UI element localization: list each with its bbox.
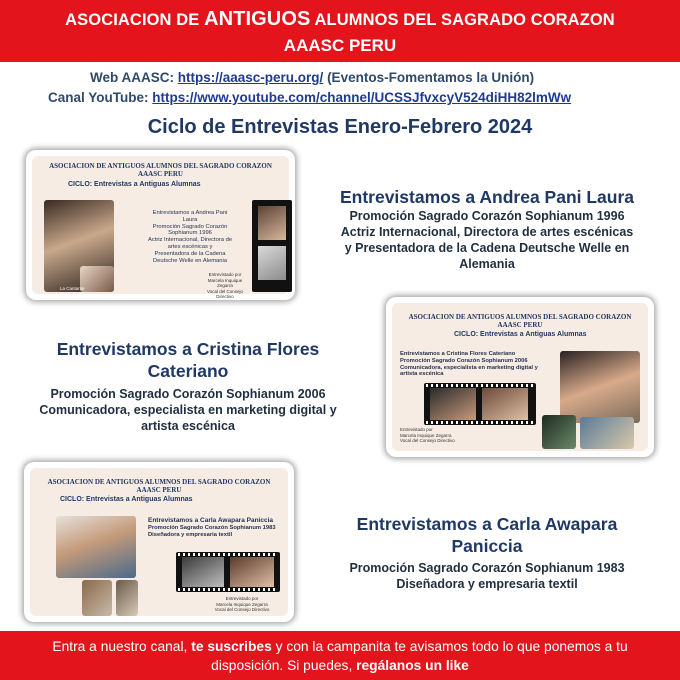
card-footer-text: Entrevistado por [225,596,259,601]
horse-photo [82,580,112,616]
card-text: Entrevistamos a Carla Awapara Paniccia [148,517,274,524]
interviewee-name: Entrevistamos a Cristina Flores [56,339,320,359]
interview-card-andrea [26,150,295,300]
card-footer-text: Entrevistado por [400,427,433,432]
like-emphasis: regálanos un like [356,658,469,673]
youtube-url-link[interactable]: https://www.youtube.com/channel/UCSSJfvxcyV524diHH82lmWw [152,90,572,105]
header-banner [0,0,680,62]
card-description [400,351,550,378]
header-suffix: ALUMNOS DEL SAGRADO CORAZON [314,11,615,29]
card-title-line-1: ASOCIACION DE ANTIGUOS ALUMNOS DEL SAGRADO CORAZON [47,478,271,486]
card-footer-text: Vocal del Consejo Directivo [206,288,244,299]
card-title [392,313,648,329]
subscribe-emphasis: te suscribes [191,639,272,654]
interviewee-info: Alemania [459,257,515,271]
card-description [130,210,250,264]
card-description [148,518,278,538]
card-background [392,303,648,451]
interview-description-andrea [300,186,674,272]
card-text: Promoción Sagrado Corazón [152,223,228,230]
interviewee-info: Promoción Sagrado Corazón Sophianum 1996 [349,209,625,223]
film-strip [424,383,536,425]
interview-card-cristina [386,297,654,457]
card-text: Laura [182,216,198,223]
card-title-line-2: AAASC PERU [497,321,543,329]
film-frame [182,557,224,587]
photo-caption: La Cantante [60,286,85,291]
interviewee-info: Promoción Sagrado Corazón Sophianum 2006 [50,387,326,401]
card-footer-text: Vocal del Consejo Directivo [214,607,270,612]
interviewee-info: Comunicadora, especialista en marketing digital y [39,403,337,417]
web-label: Web AAASC: [90,70,174,85]
footer-line-1 [0,637,680,656]
card-footer [200,272,250,300]
film-strip [176,552,280,592]
card-text: Entrevistamos a Andrea Pani [152,210,228,216]
card-title-line-2: AAASC PERU [136,486,182,494]
card-text: Entrevistamos a Cristina Flores Cateriano [400,351,516,357]
youtube-label: Canal YouTube: [48,90,149,105]
card-text: artes escénicas y [167,243,213,250]
film-frame [258,206,286,240]
card-footer-text: Marcela Inquique Zegarra [216,601,268,607]
cycle-title: Ciclo de Entrevistas Enero-Febrero 2024 [147,116,533,138]
interviewee-info: y Presentadora de la Cadena Deutsche Welle en [344,241,630,255]
card-text: Actriz Internacional, Directora de [147,237,233,244]
card-title [32,162,289,178]
film-frame [482,388,528,420]
card-ciclo: CICLO: Entrevistas a Antiguas Alumnas [60,496,193,503]
card-footer-text: Vocal del Consejo Directivo [400,438,455,443]
card-footer-text: Marcela Inquique Zegarra [400,432,452,438]
film-frame [430,388,476,420]
card-title-line-1: ASOCIACION DE ANTIGUOS ALUMNOS DEL SAGRADO CORAZON [49,162,272,170]
card-title-line-1: ASOCIACION DE ANTIGUOS ALUMNOS DEL SAGRADO CORAZON [408,313,632,321]
footer-text: y con la campanita te avisamos todo lo que ponemos a tu [275,639,628,654]
web-url-link[interactable]: https://aaasc-peru.org/ [177,70,324,85]
interviewee-photo [56,516,136,578]
interview-description-cristina [6,338,370,434]
card-text: Comunicadora, especialista en marketing digital y [400,364,538,371]
card-text: Promoción Sagrado Corazón Sophianum 2006 [400,357,528,364]
header-prefix: ASOCIACION DE [65,11,200,29]
interviewee-photo [560,351,640,423]
interviewee-name: Entrevistamos a Andrea Pani Laura [339,187,635,207]
interviewee-info: artista escénica [141,419,235,433]
interviewee-name: Paniccia [451,536,523,556]
interview-card-carla [24,462,294,622]
film-strip [252,200,292,292]
card-footer-text: Marcela Inquique Zegarra [207,277,243,288]
art-photo [580,417,634,449]
header-emphasis: ANTIGUOS [204,8,311,30]
youtube-link-row [48,90,680,105]
card-footer [212,596,272,613]
card-title-line-2: AAASC PERU [138,170,183,178]
web-note: (Eventos-Fomentamos la Unión) [327,70,535,85]
inset-photo [80,266,114,292]
card-ciclo: CICLO: Entrevistas a Antiguas Alumnas [68,181,201,188]
card-background [30,468,288,616]
interviewee-name: Cateriano [147,361,229,381]
horse-photo [116,580,138,616]
footer-line-2 [0,656,680,675]
web-link-row [90,70,680,85]
header-line-1 [0,8,680,31]
card-title [30,478,288,494]
card-footer-text: Entrevistado por [208,272,242,277]
footer-text: disposición. Si puedes, [211,658,353,673]
interviewee-info: Diseñadora y empresaria textil [396,577,578,591]
card-text: artista escénica [400,371,444,378]
card-text: Sophianum 1996 [168,230,212,237]
footer-text: Entra a nuestro canal, [52,639,188,654]
interviewee-info: Promoción Sagrado Corazón Sophianum 1983 [349,561,625,575]
film-frame [230,557,274,587]
card-ciclo: CICLO: Entrevistas a Antiguas Alumnas [454,331,587,338]
card-text: Presentadora de la Cadena [154,250,226,257]
card-footer [400,427,455,444]
card-text: Promoción Sagrado Corazón Sophianum 1983 [148,524,276,531]
interviewee-info: Actriz Internacional, Directora de artes escénicas [340,225,634,239]
interviewee-name: Entrevistamos a Carla Awapara [356,514,618,534]
footer-banner [0,631,680,680]
book-cover-photo [542,415,576,449]
card-text: Diseñadora y empresaria textil [148,531,233,538]
card-background [32,156,289,299]
header-line-2: AAASC PERU [283,36,397,55]
card-text: Deutsche Welle en Alemania [152,257,227,264]
film-frame [258,246,286,280]
interview-description-carla [310,513,664,592]
